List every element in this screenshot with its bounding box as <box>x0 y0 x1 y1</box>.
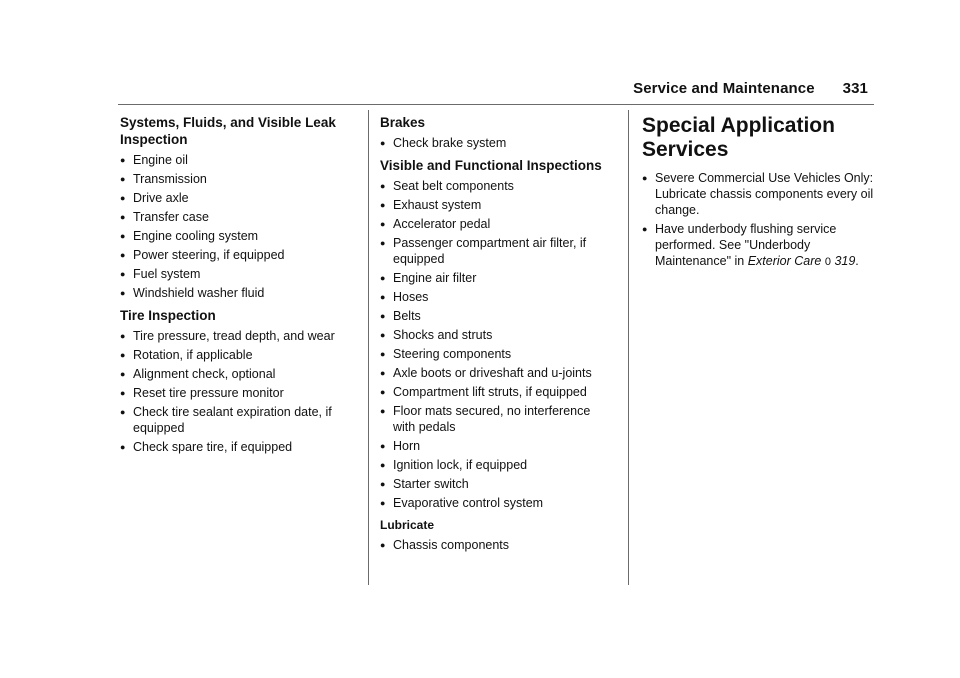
list-item: ● Steering components <box>380 346 612 362</box>
list-item: ● Shocks and struts <box>380 327 612 343</box>
list-item: ● Windshield washer fluid <box>120 285 355 301</box>
list-item: ● Hoses <box>380 289 612 305</box>
brakes-heading: Brakes <box>380 115 426 130</box>
list-item: ● Evaporative control system <box>380 495 612 511</box>
column-divider-1 <box>368 110 369 585</box>
list-item: ● Reset tire pressure monitor <box>120 385 355 401</box>
list-item: ● Exhaust system <box>380 197 612 213</box>
list-item: ● Horn <box>380 438 612 454</box>
systems-list <box>120 152 355 301</box>
lubricate-list <box>380 537 612 553</box>
list-item: ● Accelerator pedal <box>380 216 612 232</box>
list-item: ● Severe Commercial Use Vehicles Only: Lubricate chassis components every oil change. <box>642 170 874 218</box>
sentence-end: . <box>855 254 859 268</box>
column-3 <box>642 110 874 276</box>
list-item: ● Check brake system <box>380 135 612 151</box>
page-ref-number[interactable]: 319 <box>834 254 856 268</box>
list-item: ● Engine cooling system <box>120 228 355 244</box>
header-divider <box>118 104 874 105</box>
list-item: ● Starter switch <box>380 476 612 492</box>
list-item: ● Rotation, if applicable <box>120 347 355 363</box>
lubricate-label: Lubricate <box>380 518 435 532</box>
list-item: ● Engine air filter <box>380 270 612 286</box>
list-item: ● Compartment lift struts, if equipped <box>380 384 612 400</box>
list-item: ● Drive axle <box>120 190 355 206</box>
brakes-list <box>380 135 612 151</box>
list-item: ● Alignment check, optional <box>120 366 355 382</box>
list-item <box>642 221 874 270</box>
list-item: ● Chassis components <box>380 537 612 553</box>
list-item: ● Axle boots or driveshaft and u-joints <box>380 365 612 381</box>
list-item: ● Check tire sealant expiration date, if equipped <box>120 404 355 436</box>
section-title: Service and Maintenance <box>633 80 815 97</box>
list-item: ● Floor mats secured, no interference with pedals <box>380 403 612 435</box>
list-item: ● Transfer case <box>120 209 355 225</box>
column-divider-2 <box>628 110 629 585</box>
list-item: ● Transmission <box>120 171 355 187</box>
list-item: ● Fuel system <box>120 266 355 282</box>
column-2 <box>380 110 612 559</box>
exterior-care-link[interactable]: Exterior Care <box>747 254 822 268</box>
special-list <box>642 170 874 270</box>
list-item: ● Check spare tire, if equipped <box>120 439 355 455</box>
page-header <box>633 80 868 97</box>
systems-heading: Systems, Fluids, and Visible Leak Inspection <box>120 115 336 147</box>
visible-heading: Visible and Functional Inspections <box>380 158 602 173</box>
list-item: ● Engine oil <box>120 152 355 168</box>
tire-list <box>120 328 355 455</box>
special-heading: Special Application Services <box>642 114 835 161</box>
page-number: 331 <box>842 80 868 97</box>
list-item: ● Tire pressure, tread depth, and wear <box>120 328 355 344</box>
list-item: ● Belts <box>380 308 612 324</box>
underbody-text: Have underbody flushing service performed. See "Underbody Maintenance" in <box>655 222 837 268</box>
visible-list <box>380 178 612 511</box>
tire-heading: Tire Inspection <box>120 308 216 323</box>
column-1 <box>120 110 355 461</box>
list-item: ● Power steering, if equipped <box>120 247 355 263</box>
list-item: ● Ignition lock, if equipped <box>380 457 612 473</box>
page-ref-icon: 0 <box>824 256 831 268</box>
list-item: ● Seat belt components <box>380 178 612 194</box>
list-item: ● Passenger compartment air filter, if equipped <box>380 235 612 267</box>
